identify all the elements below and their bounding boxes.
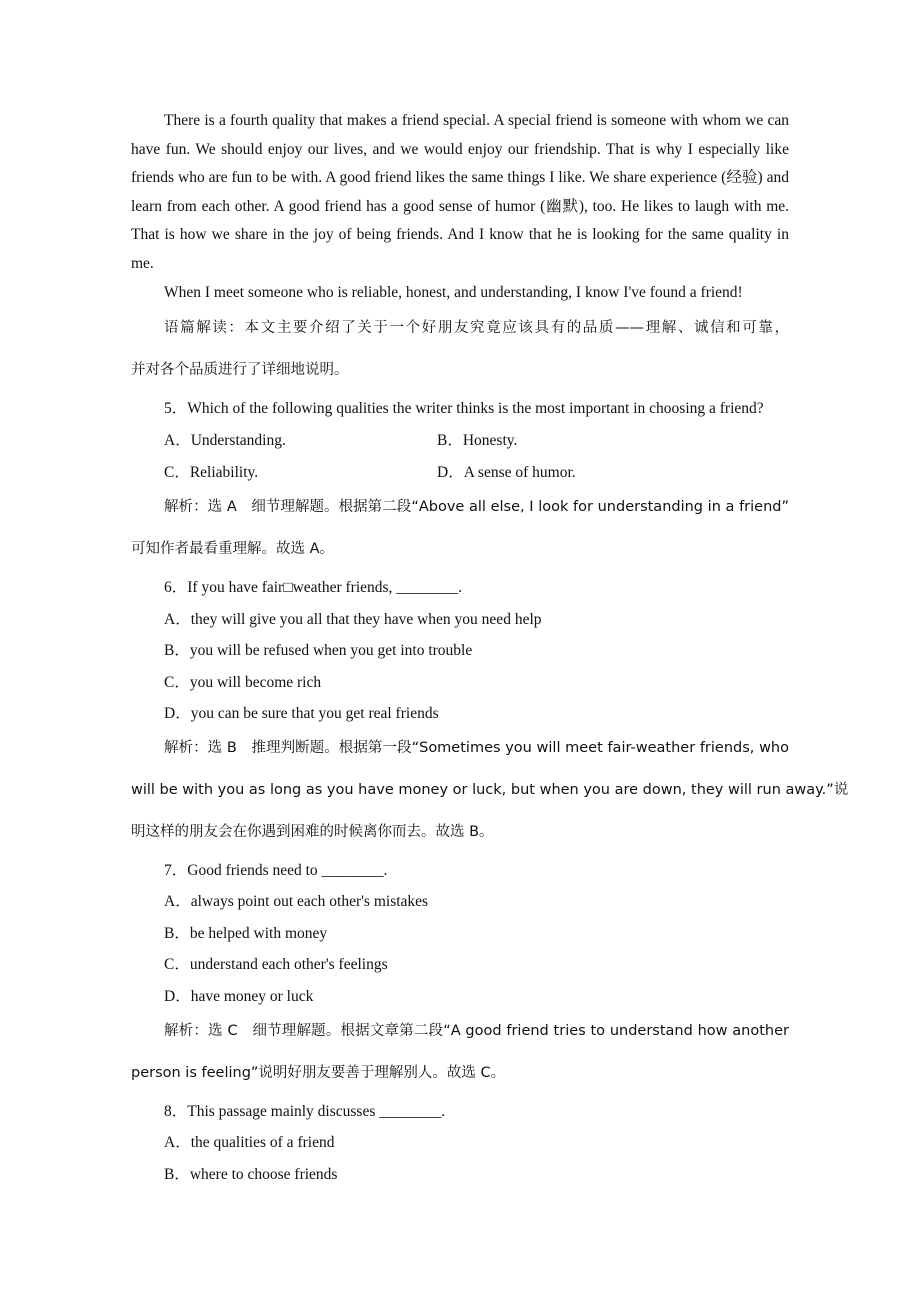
q8-stem: 8．This passage mainly discusses ________. [164,1103,446,1120]
q6-option-c: C．you will become rich [164,674,322,691]
q8-option-b: B．where to choose friends [164,1166,338,1183]
q6-explanation-line-3: 明这样的朋友会在你遇到困难的时候离你而去。故选 B。 [131,824,494,840]
q7-option-c: C．understand each other's feelings [164,956,388,973]
q7-option-b: B．be helped with money [164,925,328,942]
q7-explanation-line-2: person is feeling”说明好朋友要善于理解别人。故选 C。 [131,1065,506,1081]
q8-option-a: A．the qualities of a friend [164,1134,335,1151]
q7-stem: 7．Good friends need to ________. [164,862,388,879]
q5-explanation-line-2: 可知作者最看重理解。故选 A。 [131,541,335,557]
q6-explanation-line-1: 解析：选 B 推理判断题。根据第一段“Sometimes you will meet fair-weather friends, who [164,740,789,756]
q5-explanation-line-1: 解析：选 A 细节理解题。根据第二段“Above all else, I look for understanding in a friend” [164,499,789,515]
q6-option-b: B．you will be refused when you get into trouble [164,642,473,659]
q6-option-a: A．they will give you all that they have when you need help [164,611,542,628]
q5-option-c: C．Reliability. [164,464,259,481]
q5-stem: 5．Which of the following qualities the writer thinks is the most important in choosing a friend? [164,400,764,417]
summary-line-1: 语篇解读：本文主要介绍了关于一个好朋友究竟应该具有的品质——理解、诚信和可靠， [164,320,789,336]
q6-explanation-line-2: will be with you as long as you have money or luck, but when you are down, they will run away.”说 [131,782,849,798]
q5-option-a: A．Understanding. [164,432,286,449]
passage-paragraph-4: There is a fourth quality that makes a friend special. A special friend is someone with whom we can have fun. We should enjoy our lives, and we would enjoy our friendship. That is why I especially like friends who are fun to be with. A good friend likes the same things I like. We share experience (经验) and learn from each other. A good friend has a good sense of humor (幽默), too. He likes to laugh with me. That is how we share in the joy of being friends. And I know that he is looking for the same quality in me. [131,112,789,272]
q7-option-a: A．always point out each other's mistakes [164,893,429,910]
passage-paragraph-5: When I meet someone who is reliable, honest, and understanding, I know I've found a friend! [164,284,743,301]
summary-line-2: 并对各个品质进行了详细地说明。 [131,362,349,378]
q6-option-d: D．you can be sure that you get real friends [164,705,439,722]
q5-option-b: B．Honesty. [437,432,518,449]
q7-explanation-line-1: 解析：选 C 细节理解题。根据文章第二段“A good friend tries to understand how another [164,1023,789,1039]
q7-option-d: D．have money or luck [164,988,314,1005]
q6-stem: 6．If you have fair□weather friends, ________. [164,579,463,596]
q5-option-d: D．A sense of humor. [437,464,576,481]
